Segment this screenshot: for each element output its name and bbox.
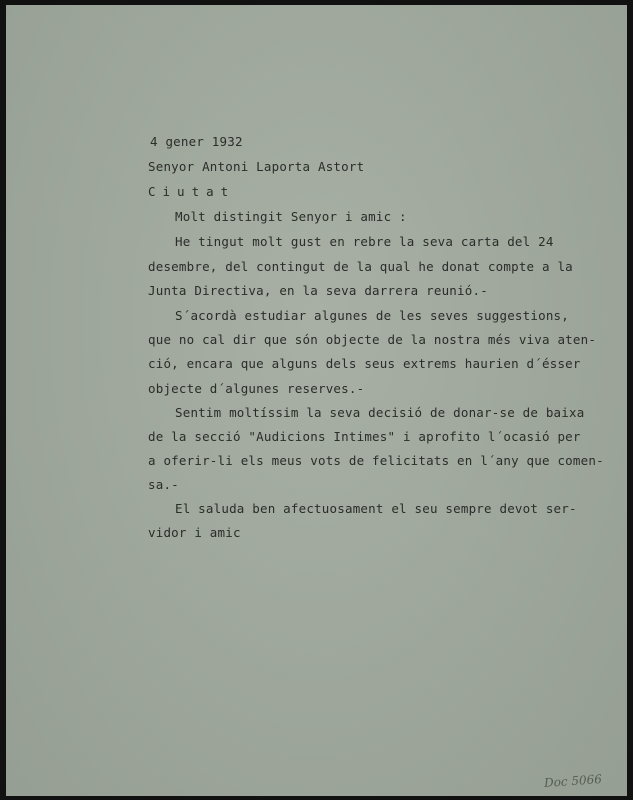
recipient-name: Senyor Antoni Laporta Astort — [148, 159, 365, 174]
recipient-city: Ciutat — [148, 184, 236, 199]
salutation: Molt distingit Senyor i amic : — [175, 209, 407, 224]
body-line: a oferir-li els meus vots de felicitats en l´any que comen- — [148, 453, 604, 468]
body-line: vidor i amic — [148, 525, 241, 540]
body-line: objecte d´algunes reserves.- — [148, 381, 365, 396]
body-line: que no cal dir que són objecte de la nostra més viva aten- — [148, 332, 597, 347]
body-line: de la secció "Audicions Intimes" i aprofito l´ocasió per — [148, 429, 581, 444]
body-line: El saluda ben afectuosament el seu sempre devot ser- — [175, 501, 577, 516]
body-line: Sentim moltíssim la seva decisió de donar-se de baixa — [175, 405, 585, 420]
body-line: desembre, del contingut de la qual he donat compte a la — [148, 259, 573, 274]
body-line: He tingut molt gust en rebre la seva carta del 24 — [175, 234, 554, 249]
body-line: ció, encara que alguns dels seus extrems haurien d´ésser — [148, 356, 581, 371]
body-line: S´acordà estudiar algunes de les seves suggestions, — [175, 308, 570, 323]
body-line: Junta Directiva, en la seva darrera reunió.- — [148, 283, 488, 298]
body-line: sa.- — [148, 477, 179, 492]
letter-page — [6, 5, 627, 796]
letter-date: 4 gener 1932 — [150, 134, 243, 149]
archive-annotation: Doc 5066 — [543, 771, 603, 791]
